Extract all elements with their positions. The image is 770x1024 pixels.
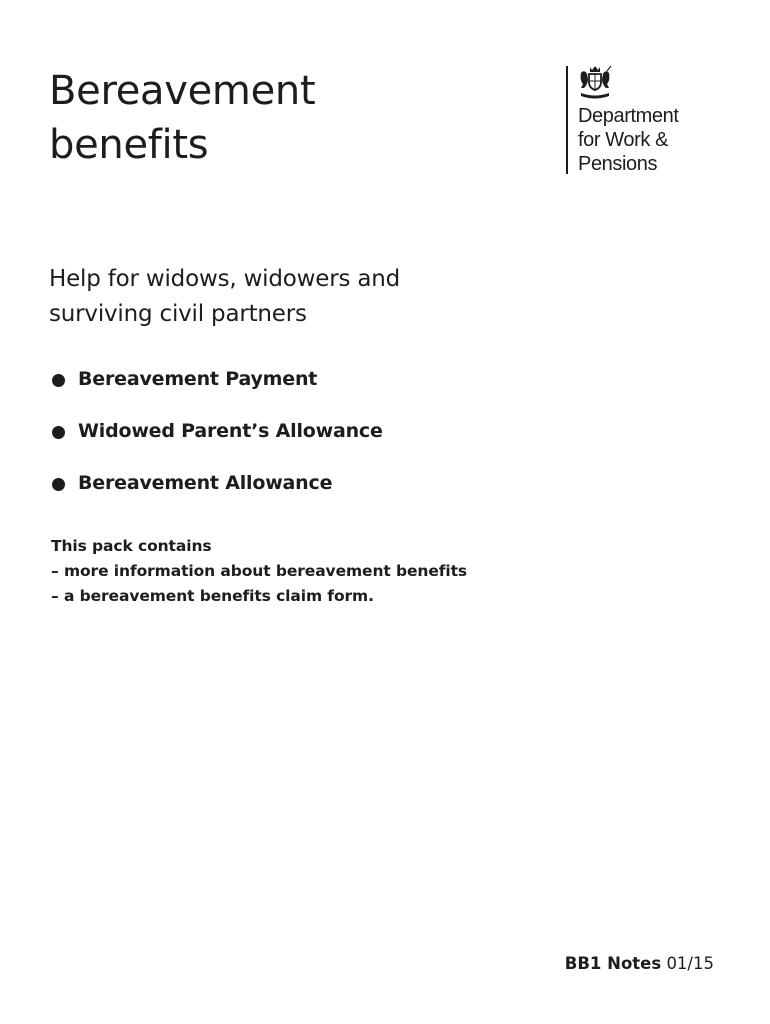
benefit-item	[50, 362, 383, 414]
pack-item: – a bereavement benefits claim form.	[51, 587, 374, 605]
subtitle-line: Help for widows, widowers and	[49, 266, 401, 292]
logo-divider	[566, 66, 568, 174]
bullet-icon	[52, 478, 65, 491]
royal-coat-of-arms-icon	[578, 64, 612, 100]
pack-item: – more information about bereavement benefits	[51, 562, 468, 580]
bullet-icon	[52, 426, 65, 439]
logo-line: Pensions	[578, 153, 658, 175]
dwp-logo	[566, 64, 716, 176]
logo-wordmark	[578, 104, 679, 176]
benefit-label: Widowed Parent’s Allowance	[78, 420, 383, 442]
logo-line: for Work &	[578, 129, 669, 151]
benefit-label: Bereavement Payment	[78, 368, 318, 390]
bullet-icon	[52, 374, 65, 387]
page-subtitle	[49, 262, 400, 332]
form-reference	[565, 952, 714, 976]
benefit-label: Bereavement Allowance	[78, 472, 333, 494]
page-title	[49, 64, 315, 172]
benefit-item	[50, 466, 383, 518]
form-date: 01/15	[666, 954, 714, 973]
subtitle-line: surviving civil partners	[49, 301, 307, 327]
title-line: Bereavement	[49, 68, 316, 114]
benefits-list	[50, 362, 383, 518]
form-code: BB1 Notes	[564, 954, 662, 973]
pack-heading: This pack contains	[51, 537, 212, 555]
pack-contents	[51, 534, 467, 609]
title-line: benefits	[49, 122, 209, 168]
logo-line: Department	[578, 105, 679, 127]
benefit-item	[50, 414, 383, 466]
